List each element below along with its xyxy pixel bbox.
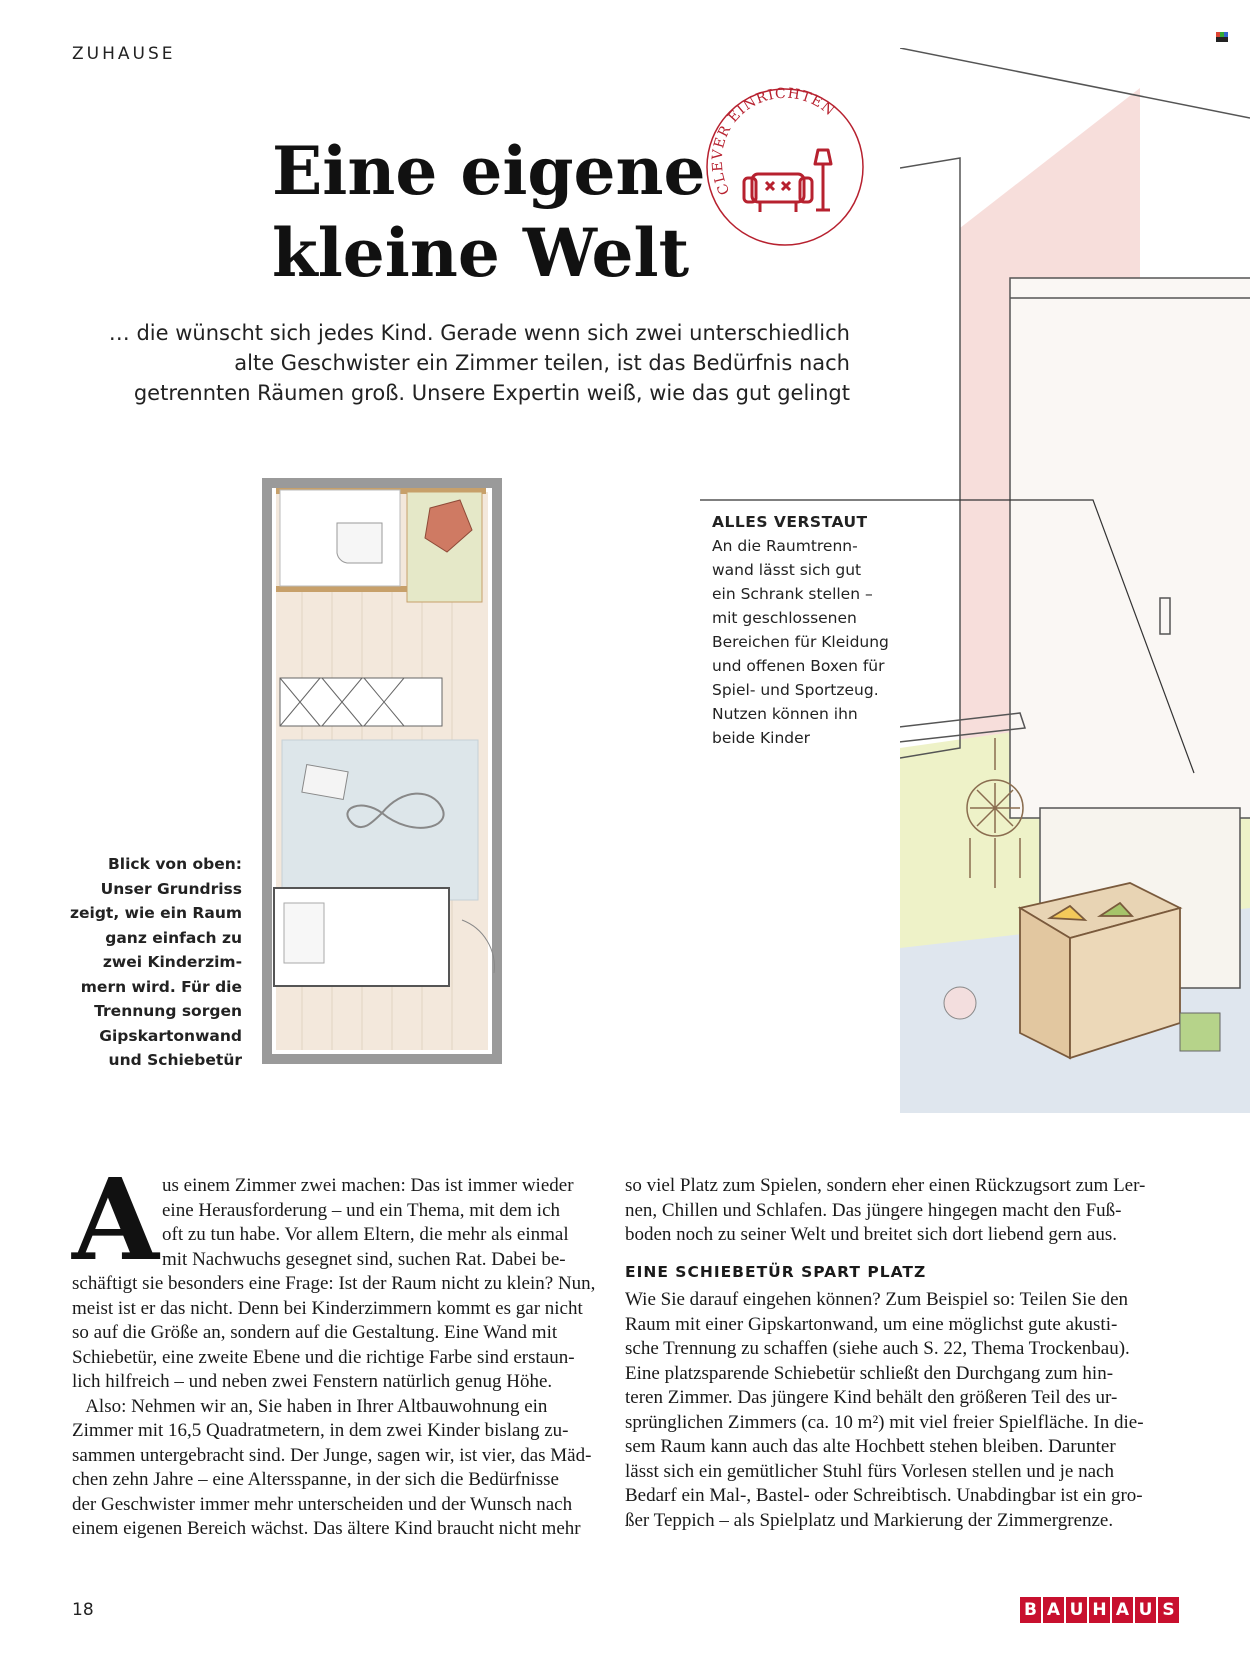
body-line: us einem Zimmer zwei machen: Das ist immer wieder [162, 1175, 574, 1196]
caption-line: zeigt, wie ein Raum [69, 904, 242, 922]
headline [272, 130, 706, 294]
floorplan-caption [60, 852, 242, 1073]
svg-text:CLEVER EINRICHTEN [710, 86, 838, 197]
logo-letter: U [1066, 1597, 1087, 1623]
intro-line: getrennten Räumen groß. Unsere Expertin weiß, wie das gut gelingt [133, 381, 850, 405]
headline-line-2: kleine Welt [272, 214, 690, 292]
body-line: der Geschwister immer mehr unterscheiden und der Wunsch nach [72, 1493, 573, 1515]
callout-line: Nutzen können ihn [712, 705, 858, 723]
color-marks-icon [1216, 32, 1228, 42]
section-label: ZUHAUSE [72, 44, 176, 64]
caption-line: Gipskartonwand [99, 1026, 242, 1045]
body-line: Zimmer mit 16,5 Quadratmetern, in dem zwei Kinder bislang zu- [72, 1420, 569, 1441]
callout-line: Spiel- und Sportzeug. [712, 681, 879, 699]
body-line: ßer Teppich – als Spielplatz und Markierung der Zimmergrenze. [625, 1509, 1114, 1531]
body-line: schäftigt sie besonders eine Frage: Ist der Raum nicht zu klein? Nun, [72, 1273, 596, 1294]
body-line: chen zehn Jahre – eine Altersspanne, in der sich die Bedürfnisse [72, 1469, 559, 1490]
logo-letter: U [1135, 1597, 1156, 1623]
body-line: teren Zimmer. Das jüngere Kind behält den größeren Teil des ur- [625, 1387, 1118, 1408]
caption-line: Unser Grundriss [100, 879, 242, 898]
callout-line: mit geschlossenen [712, 609, 857, 627]
callout-line: ein Schrank stellen – [712, 585, 873, 603]
callout-heading: ALLES VERSTAUT [712, 513, 868, 531]
body-line: boden noch zu seiner Welt und breitet sich dort liebend gern aus. [625, 1224, 1117, 1245]
logo-letter: S [1158, 1597, 1179, 1623]
body-line: nen, Chillen und Schlafen. Das jüngere hingegen macht den Fuß- [625, 1199, 1122, 1221]
room-illustration [900, 48, 1250, 1113]
intro-line: alte Geschwister ein Zimmer teilen, ist das Bedürfnis nach [234, 351, 850, 375]
logo-letter: A [1043, 1597, 1064, 1623]
body-line: eine Herausforderung – und ein Thema, mit dem ich [162, 1199, 560, 1221]
body-line: sche Trennung zu schaffen (siehe auch S. 22, Thema Trockenbau). [625, 1338, 1130, 1359]
floor-plan [262, 478, 502, 1064]
body-line: Bedarf ein Mal-, Bastel- oder Schreibtisch. Unabdingbar ist ein gro- [625, 1485, 1143, 1506]
clever-einrichten-stamp [700, 82, 870, 252]
callout-line: beide Kinder [712, 729, 811, 747]
body-column-2 [625, 1174, 1160, 1533]
body-column-1 [72, 1174, 602, 1542]
callout-line: Bereichen für Kleidung [712, 633, 889, 651]
body-line: sprünglichen Zimmers (ca. 10 m²) mit viel freier Spielfläche. In die- [625, 1411, 1144, 1433]
page-number: 18 [72, 1600, 94, 1620]
body-line: sem Raum kann auch das alte Hochbett stehen bleiben. Darunter [625, 1436, 1116, 1457]
armchair-lamp-icon [744, 150, 831, 212]
body-line: einem eigenen Bereich wächst. Das ältere Kind braucht nicht mehr [72, 1518, 581, 1539]
caption-line: Blick von oben: [107, 855, 242, 873]
caption-line: und Schiebetür [108, 1051, 242, 1069]
callout-line: und offenen Boxen für [712, 657, 885, 675]
callout-line: An die Raumtrenn- [712, 537, 858, 555]
body-line: Raum mit einer Gipskartonwand, um eine möglichst gute akusti- [625, 1313, 1118, 1335]
caption-line: mern wird. Für die [80, 977, 242, 996]
body-line: so viel Platz zum Spielen, sondern eher einen Rückzugsort zum Ler- [625, 1175, 1146, 1196]
stamp-text: CLEVER EINRICHTEN [709, 85, 838, 198]
body-line: lich hilfreich – und neben zwei Fenstern natürlich genug Höhe. [72, 1371, 553, 1392]
callout-storage [712, 510, 892, 750]
logo-letter: H [1089, 1597, 1110, 1623]
body-line: sammen untergebracht sind. Der Junge, sagen wir, ist vier, das Mäd- [72, 1444, 592, 1466]
intro-text [60, 318, 850, 408]
subheading: EINE SCHIEBETÜR SPART PLATZ [625, 1262, 927, 1281]
caption-line: ganz einfach zu [105, 928, 242, 947]
headline-line-1: Eine eigene [272, 132, 706, 210]
bauhaus-logo [1020, 1597, 1179, 1623]
logo-letter: B [1020, 1597, 1041, 1623]
drop-cap: A [72, 1155, 159, 1286]
caption-line: zwei Kinderzim- [102, 953, 242, 971]
body-line: mit Nachwuchs gesegnet sind, suchen Rat. Dabei be- [162, 1248, 566, 1270]
body-line: Eine platzsparende Schiebetür schließt den Durchgang zum hin- [625, 1362, 1114, 1384]
logo-letter: A [1112, 1597, 1133, 1623]
body-line: Schiebetür, eine zweite Ebene und die richtige Farbe sind erstaun- [72, 1346, 575, 1368]
body-line: meist ist er das nicht. Denn bei Kinderzimmern kommt es gar nicht [72, 1297, 583, 1319]
body-line: so auf die Größe an, sondern auf die Gestaltung. Eine Wand mit [72, 1322, 558, 1343]
callout-line: wand lässt sich gut [712, 561, 862, 579]
caption-line: Trennung sorgen [94, 1002, 242, 1020]
body-line: lässt sich ein gemütlicher Stuhl fürs Vorlesen stellen und je nach [625, 1460, 1114, 1482]
intro-line: … die wünscht sich jedes Kind. Gerade wenn sich zwei unterschiedlich [108, 321, 850, 345]
body-line: Wie Sie darauf eingehen können? Zum Beispiel so: Teilen Sie den [625, 1289, 1129, 1310]
body-line: oft zu tun habe. Vor allem Eltern, die mehr als einmal [162, 1224, 569, 1245]
ball-icon [944, 987, 976, 1019]
body-line: Also: Nehmen wir an, Sie haben in Ihrer Altbauwohnung ein [72, 1395, 548, 1417]
toy-block-icon [1180, 1013, 1220, 1051]
